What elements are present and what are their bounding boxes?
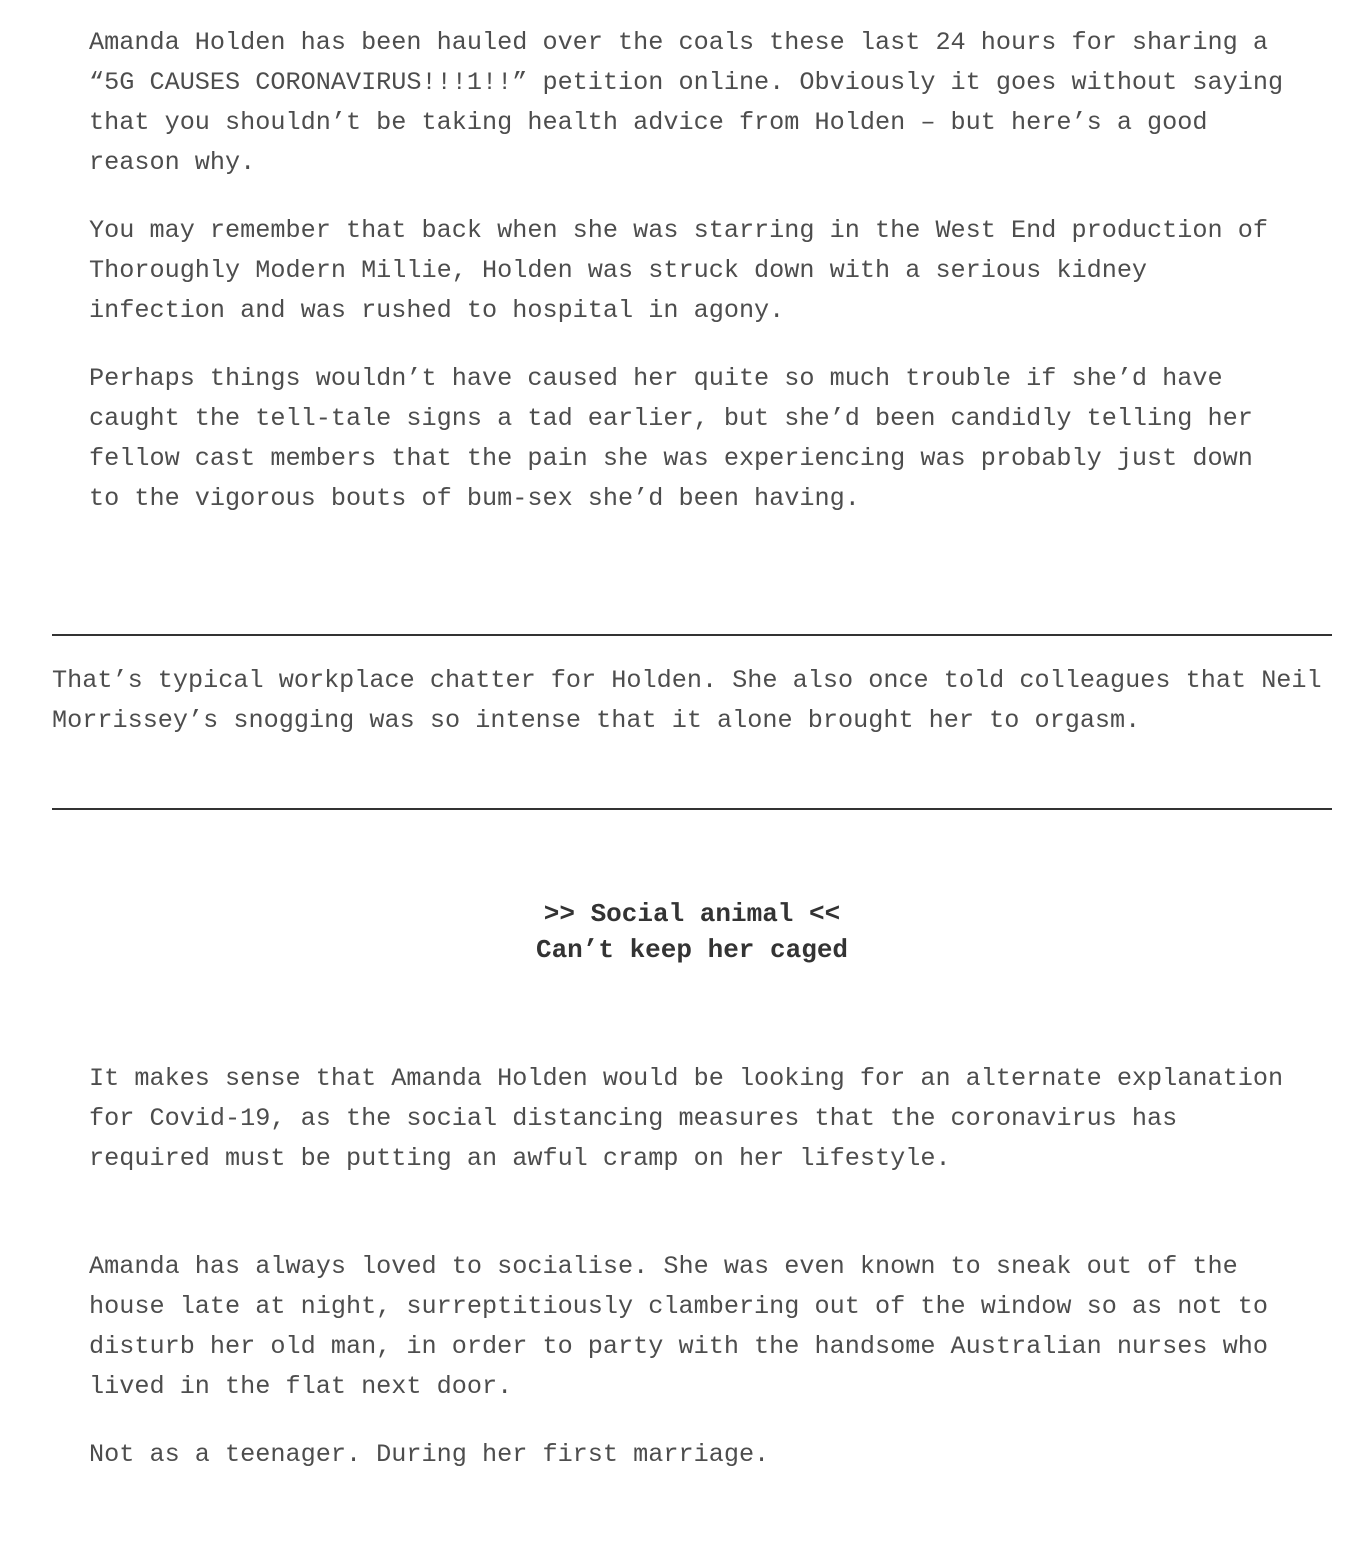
article-paragraph: Amanda has always loved to socialise. She was even known to sneak out of the house late at night, surreptitiously clambering out of the window so as not to disturb her old man, in order to party with the handsome Australian nurses who lived in the flat next door. — [89, 1252, 1268, 1401]
pullquote-bottom-divider — [52, 808, 1332, 810]
section-heading — [0, 896, 1346, 968]
article-paragraph: Not as a teenager. During her first marriage. — [89, 1440, 770, 1469]
section-heading-line-1: >> Social animal << — [543, 899, 841, 929]
article-paragraph: Perhaps things wouldn’t have caused her quite so much trouble if she’d have caught the tell-tale signs a tad earlier, but she’d been candidly telling her fellow cast members that the pain she was experiencing was probably just down to the vigorous bouts of bum-sex she’d been having. — [89, 364, 1253, 513]
section-heading-line-2: Can’t keep her caged — [535, 935, 849, 965]
article-paragraph: You may remember that back when she was starring in the West End production of Thoroughly Modern Millie, Holden was struck down with a serious kidney infection and was rushed to hospital in agony. — [89, 216, 1268, 325]
pullquote-top-divider — [52, 634, 1332, 636]
article-paragraph: It makes sense that Amanda Holden would be looking for an alternate explanation for Covid-19, as the social distancing measures that the coronavirus has required must be putting an awful cramp on her lifestyle. — [89, 1064, 1284, 1173]
pullquote: That’s typical workplace chatter for Holden. She also once told colleagues that Neil Morrissey’s snogging was so intense that it alone brought her to orgasm. — [52, 666, 1322, 735]
article-paragraph: Amanda Holden has been hauled over the coals these last 24 hours for sharing a “5G CAUSES CORONAVIRUS!!!1!!” petition online. Obviously it goes without saying that you shouldn’t be taking health advice from Holden – but here’s a good reason why. — [89, 28, 1284, 177]
